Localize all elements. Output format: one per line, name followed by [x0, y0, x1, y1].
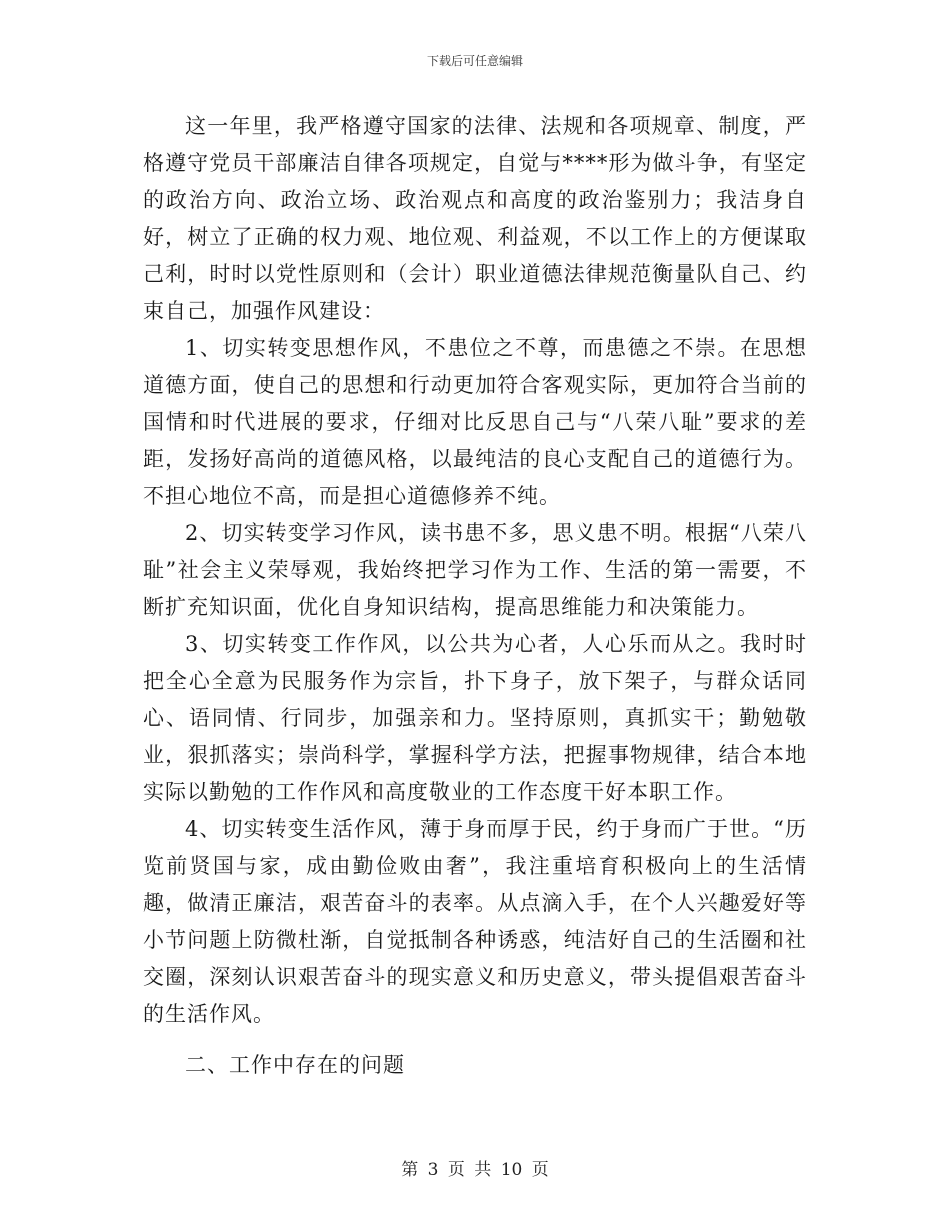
- paragraph-item-1: 1、切实转变思想作风，不患位之不尊，而患德之不崇。在思想道德方面，使自己的思想和行动更加符合客观实际，更加符合当前的国情和时代进展的要求，仔细对比反思自己与“八荣八耻”要求的差距，发扬好高尚的道德风格，以最纯洁的良心支配自己的道德行为。不担心地位不高，而是担心道德修养不纯。: [143, 336, 807, 508]
- paragraph-intro: 这一年里，我严格遵守国家的法律、法规和各项规章、制度，严格遵守党员干部廉洁自律各项规定，自觉与****形为做斗争，有坚定的政治方向、政治立场、政治观点和高度的政治鉴别力；我洁身自好，树立了正确的权力观、地位观、利益观，不以工作上的方便谋取己利，时时以党性原则和（会计）职业道德法律规范衡量队自己、约束自己，加强作风建设：: [143, 114, 807, 323]
- paragraph-item-4: 4、切实转变生活作风，薄于身而厚于民，约于身而广于世。“历览前贤国与家，成由勤俭败由奢”，我注重培育积极向上的生活情趣，做清正廉洁，艰苦奋斗的表率。从点滴入手，在个人兴趣爱好等小节问题上防微杜渐，自觉抵制各种诱惑，纯洁好自己的生活圈和社交圈，深刻认识艰苦奋斗的现实意义和历史意义，带头提倡艰苦奋斗的生活作风。: [143, 817, 807, 1026]
- page-header: 下载后可任意编辑: [426, 54, 523, 68]
- section-heading: 二、工作中存在的问题: [185, 1053, 405, 1077]
- paragraph-item-3: 3、切实转变工作作风，以公共为心者，人心乐而从之。我时时把全心全意为民服务作为宗旨，扑下身子，放下架子，与群众话同心、语同情、行同步，加强亲和力。坚持原则，真抓实干；勤勉敬业，狠抓落实；崇尚科学，掌握科学方法，把握事物规律，结合本地实际以勤勉的工作作风和高度敬业的工作态度干好本职工作。: [143, 632, 807, 804]
- page-number-footer: 第 3 页 共 10 页: [401, 1160, 549, 1180]
- paragraph-item-2: 2、切实转变学习作风，读书患不多，思义患不明。根据“八荣八耻”社会主义荣辱观，我始终把学习作为工作、生活的第一需要，不断扩充知识面，优化自身知识结构，提高思维能力和决策能力。: [143, 521, 807, 619]
- document-body: [143, 108, 807, 1084]
